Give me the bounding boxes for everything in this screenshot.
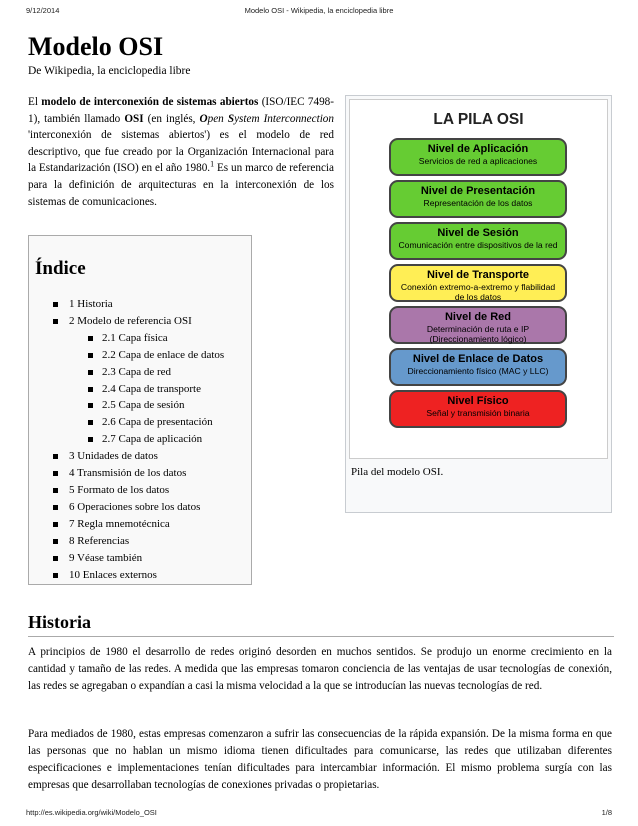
toc-item[interactable] [29,448,253,465]
toc-item-label: 4 Transmisión de los datos [69,467,187,480]
osi-layer-description: Representación de los datos [423,198,533,208]
osi-layer-description: Direccionamiento físico (MAC y LLC) [407,366,549,376]
figure-caption: Pila del modelo OSI. [351,466,444,478]
osi-layer-name: Nivel de Red [444,311,512,323]
osi-layer-description: Conexión extremo-a-extremo y flabilidad de los datos [400,282,556,302]
osi-layer-name: Nivel de Transporte [426,269,530,281]
section-heading-historia: Historia [28,610,614,637]
toc-item[interactable] [29,482,253,499]
toc-item[interactable] [29,499,253,516]
intro-letter-o: O [199,112,208,125]
toc-item-label: 9 Véase también [69,551,143,564]
bullet-icon [88,387,93,392]
osi-layer-name: Nivel de Enlace de Datos [412,353,544,365]
historia-paragraph-1: A principios de 1980 el desarrollo de redes originó desorden en muchos sentidos. Se produjo un enorme crecimiento en la cantidad y tamaño de las redes. A medida que las empresas tomaron conciencia de las ventajas de usar tecnologías de conexión, las redes se agregaban o expandían a casi la misma velocidad a la que se introducían las nuevas tecnologías de red. [28,646,612,692]
toc-item-label: 2.2 Capa de enlace de datos [102,348,225,361]
print-footer [26,808,612,820]
intro-paragraph [28,94,334,210]
osi-layer-name: Nivel de Sesión [437,227,519,239]
osi-stack-image[interactable] [349,99,608,459]
intro-bold-osi: OSI [124,112,144,125]
osi-stack-title: LA PILA OSI [433,111,524,128]
historia-paragraph-2: Para mediados de 1980, estas empresas comenzaron a sufrir las consecuencias de la rápida expansión. De la misma forma en que las personas que no hablan un mismo idioma tienen dificultades para comunicarse, las redes que utilizaban diferentes especificaciones e implementaciones tenían dificultades para intercambiar información. El mismo problema surgía con las empresas que desarrollaban tecnologías de conexiones privadas o propietarias. [28,728,612,791]
toc-item-label: 2.7 Capa de aplicación [102,433,203,446]
osi-layer-name: Nivel de Aplicación [427,143,529,155]
print-url: http://es.wikipedia.org/wiki/Modelo_OSI [26,808,157,817]
toc-item[interactable] [29,465,253,482]
bullet-icon [53,471,58,476]
osi-layer [389,348,567,386]
toc-item-label: 1 Historia [69,298,113,310]
toc-item[interactable] [29,313,253,330]
toc-item[interactable] [29,550,253,567]
toc-item[interactable] [29,431,253,448]
intro-text: Interconnection [263,112,334,125]
osi-layer [389,306,567,344]
bullet-icon [88,370,93,375]
print-date: 9/12/2014 [26,6,60,15]
bullet-icon [53,573,58,578]
bullet-icon [88,353,93,358]
intro-text: (en inglés, [143,112,200,125]
toc-item[interactable] [29,330,253,347]
osi-layer [389,180,567,218]
toc-item[interactable] [29,516,253,533]
toc-item-label: 2.6 Capa de presentación [102,416,213,429]
bullet-icon [88,437,93,442]
toc-item[interactable] [29,397,253,414]
toc-item-label: 2.5 Capa de sesión [102,399,185,412]
toc-item-label: 5 Formato de los datos [69,483,170,496]
osi-layer-description: Comunicación entre dispositivos de la red [398,240,558,250]
intro-letter-s: S [227,112,235,125]
toc-item-label: 2.3 Capa de red [102,365,172,378]
bullet-icon [88,420,93,425]
bullet-icon [53,539,58,544]
intro-text: pen [207,112,224,125]
toc-item[interactable] [29,567,253,584]
toc-item[interactable] [29,347,253,364]
osi-layer [389,222,567,260]
osi-layer-description: Señal y transmisión binaria [426,408,530,418]
bullet-icon [53,302,58,307]
toc-item[interactable] [29,533,253,550]
intro-text: 'interconexión de sistemas abiertos') es el modelo de red descriptivo, que fue creado por la Organización Internacional para la Estandarización (ISO) en el año 1980. [28,129,334,175]
intro-text: El [28,96,42,108]
bullet-icon [53,319,58,324]
page-subtitle: De Wikipedia, la enciclopedia libre [28,65,191,77]
bullet-icon [53,522,58,527]
print-page-number: 1/8 [601,808,612,817]
osi-layer-description: Servicios de red a aplicaciones [418,156,538,166]
bullet-icon [88,403,93,408]
toc-item-label: 10 Enlaces externos [69,568,157,581]
bullet-icon [53,556,58,561]
toc-item-label: 8 Referencias [69,534,130,547]
intro-text: ystem [234,112,264,125]
toc-item[interactable] [29,414,253,431]
bullet-icon [53,488,58,493]
intro-text: (ISO/IEC 7498-1), también llamado [28,96,335,125]
toc-title: Índice [35,258,86,279]
toc-item-label: 6 Operaciones sobre los datos [69,500,201,513]
print-header [26,6,612,18]
toc-item-label: 7 Regla mnemotécnica [69,517,170,530]
toc-list [29,296,253,583]
toc-item-label: 2.1 Capa física [102,331,168,344]
toc-item-label: 2.4 Capa de transporte [102,382,201,395]
article-content [28,32,614,791]
toc-item[interactable] [29,296,253,313]
intro-bold-term[interactable]: modelo de interconexión de sistemas abiertos [41,96,259,108]
osi-layer [389,390,567,428]
page-title: Modelo OSI [28,32,164,61]
osi-layer [389,138,567,176]
print-title: Modelo OSI - Wikipedia, la enciclopedia libre [244,6,394,15]
bullet-icon [88,336,93,341]
bullet-icon [53,454,58,459]
intro-text: Es un marco de referencia para la definición de arquitecturas en la interconexión de los sistemas de comunicaciones. [28,162,334,208]
toc-item-label: 3 Unidades de datos [69,450,158,463]
reference-1[interactable]: 1 [210,159,215,169]
toc-item[interactable] [29,381,253,398]
table-of-contents [28,235,252,585]
bullet-icon [53,505,58,510]
toc-item-label: 2 Modelo de referencia OSI [69,314,192,327]
osi-layer-name: Nivel Físico [447,395,509,407]
toc-item[interactable] [29,364,253,381]
osi-figure [345,95,612,513]
osi-layer-name: Nivel de Presentación [420,185,536,197]
osi-layer-description: Determinación de ruta e IP (Direccionamiento lógico) [426,324,530,344]
osi-layer [389,264,567,302]
